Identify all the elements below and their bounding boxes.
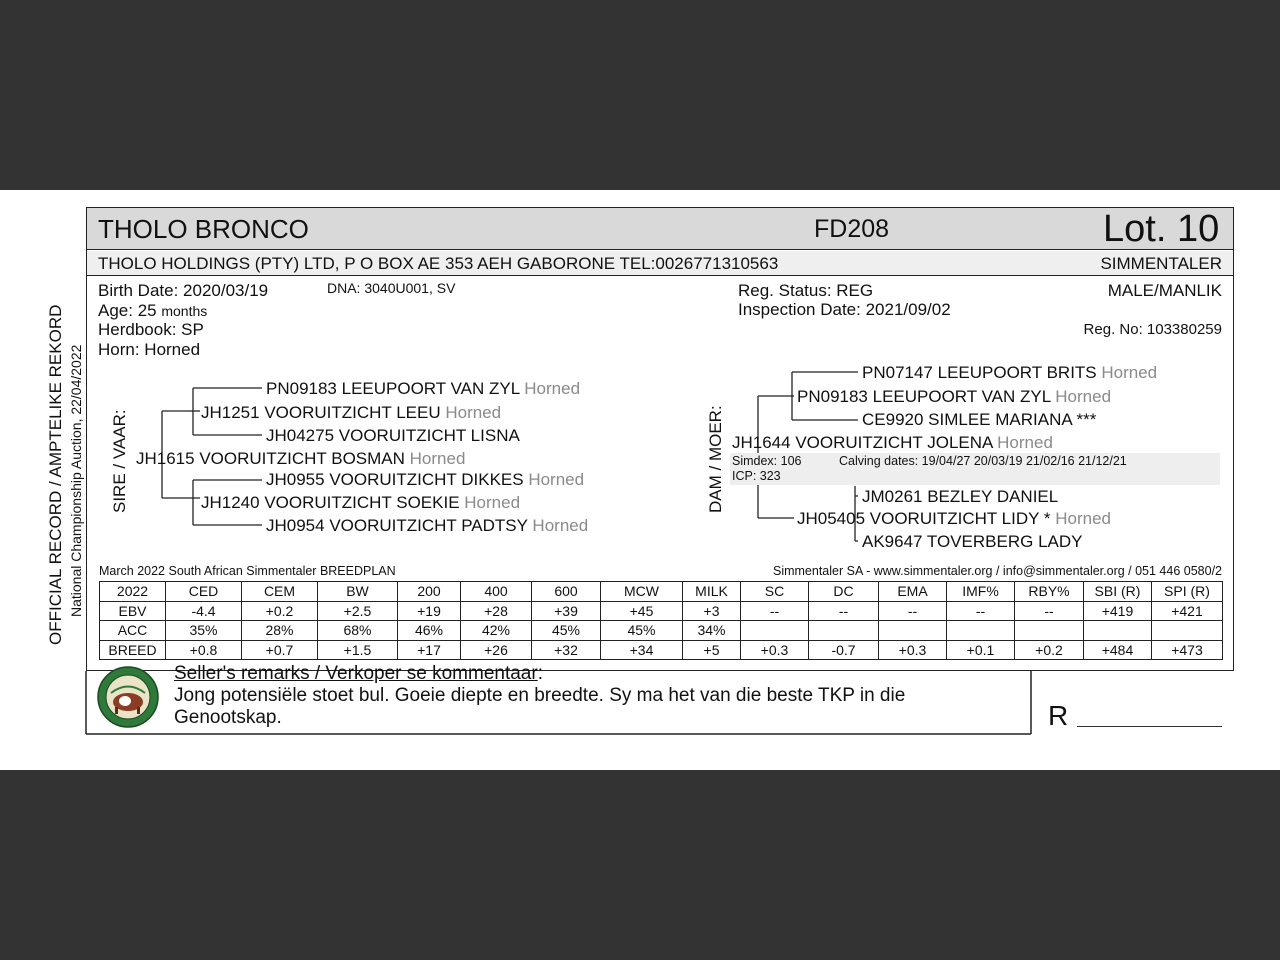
animal-code: FD208	[814, 215, 890, 243]
table-cell: +26	[461, 640, 532, 660]
sire-dam-sire: JH0955 VOORUITZICHT DIKKES Horned	[266, 470, 585, 489]
owner-details: THOLO HOLDINGS (PTY) LTD, P O BOX AE 353 AEH GABORONE TEL:0026771310563	[98, 254, 779, 273]
table-cell: 45%	[601, 621, 683, 641]
sire-main: JH1615 VOORUITZICHT BOSMAN Horned	[136, 449, 466, 468]
table-cell: EMA	[879, 582, 947, 602]
table-cell: -0.7	[809, 640, 879, 660]
table-cell: +19	[398, 601, 461, 621]
horn-status: Horn: Horned	[98, 340, 201, 359]
table-cell: +0.7	[242, 640, 318, 660]
breedplan-source: March 2022 South African Simmentaler BREEDPLAN	[99, 564, 396, 578]
table-cell: --	[809, 601, 879, 621]
birth-date: Birth Date: 2020/03/19	[98, 281, 269, 300]
animal-name: THOLO BRONCO	[98, 214, 309, 244]
table-cell: SC	[741, 582, 809, 602]
table-cell: +45	[601, 601, 683, 621]
table-cell: 2022	[100, 582, 166, 602]
remarks-text: Jong potensiële stoet bul. Goeie diepte en breedte. Sy ma het van die beste TKP in die Genootskap.	[174, 685, 906, 728]
table-cell: +0.1	[947, 640, 1015, 660]
table-cell: +17	[398, 640, 461, 660]
dna: DNA: 3040U001, SV	[327, 280, 456, 296]
dam-dam: JH05405 VOORUITZICHT LIDY * Horned	[797, 509, 1112, 528]
table-cell: BW	[318, 582, 398, 602]
table-cell: +32	[532, 640, 601, 660]
sire-dam-dam: JH0954 VOORUITZICHT PADTSY Horned	[266, 516, 589, 535]
table-cell: EBV	[100, 601, 166, 621]
table-cell: --	[1015, 601, 1084, 621]
table-cell: --	[947, 601, 1015, 621]
table-cell	[879, 621, 947, 641]
table-cell	[741, 621, 809, 641]
signature-line[interactable]	[1077, 726, 1222, 727]
table-cell: +34	[601, 640, 683, 660]
dam-main: JH1644 VOORUITZICHT JOLENA Horned	[732, 433, 1053, 452]
herdbook: Herdbook: SP	[98, 320, 204, 339]
table-cell: MILK	[683, 582, 741, 602]
breed-label: SIMMENTALER	[1100, 254, 1222, 273]
table-cell: +2.5	[318, 601, 398, 621]
table-cell: IMF%	[947, 582, 1015, 602]
table-cell: 68%	[318, 621, 398, 641]
dam-icp: ICP: 323	[732, 469, 781, 483]
table-cell	[1015, 621, 1084, 641]
sire-label: SIRE / VAAR:	[110, 409, 129, 513]
breedplan-table	[99, 581, 1223, 660]
official-record-label: OFFICIAL RECORD / AMPTELIKE REKORD	[46, 304, 65, 645]
sire-dam: JH1240 VOORUITZICHT SOEKIE Horned	[201, 493, 521, 512]
remarks-title: Seller's remarks / Verkoper se kommentaar:	[174, 663, 543, 684]
table-cell: 42%	[461, 621, 532, 641]
table-cell: 600	[532, 582, 601, 602]
dam-simdex: Simdex: 106	[732, 454, 802, 468]
table-cell: SPI (R)	[1152, 582, 1223, 602]
sire-sire: JH1251 VOORUITZICHT LEEU Horned	[201, 403, 502, 422]
age-unit: months	[161, 303, 208, 319]
table-cell: +0.2	[1015, 640, 1084, 660]
dam-sire-sire: PN07147 LEEUPOORT BRITS Horned	[862, 363, 1158, 382]
age-value: Age: 25	[98, 301, 157, 320]
table-cell: +5	[683, 640, 741, 660]
table-cell	[947, 621, 1015, 641]
table-cell: +3	[683, 601, 741, 621]
signature-label: R	[1048, 700, 1069, 731]
auction-label: National Championship Auction, 22/04/2022	[68, 344, 84, 617]
table-cell: RBY%	[1015, 582, 1084, 602]
table-row	[100, 640, 1223, 660]
table-cell: 35%	[166, 621, 242, 641]
table-cell: +0.3	[879, 640, 947, 660]
table-cell: +0.8	[166, 640, 242, 660]
table-cell: +39	[532, 601, 601, 621]
sire-sire-dam: JH04275 VOORUITZICHT LISNA	[266, 426, 520, 445]
table-cell: CEM	[242, 582, 318, 602]
table-cell	[1152, 621, 1223, 641]
table-cell: --	[879, 601, 947, 621]
table-cell: 28%	[242, 621, 318, 641]
table-cell	[809, 621, 879, 641]
dam-dam-dam: AK9647 TOVERBERG LADY	[862, 532, 1083, 551]
table-cell: -4.4	[166, 601, 242, 621]
table-cell: 200	[398, 582, 461, 602]
table-cell: BREED	[100, 640, 166, 660]
table-cell: 46%	[398, 621, 461, 641]
table-cell: ACC	[100, 621, 166, 641]
table-cell: CED	[166, 582, 242, 602]
table-cell: +0.3	[741, 640, 809, 660]
sire-sire-sire: PN09183 LEEUPOORT VAN ZYL Horned	[266, 379, 581, 398]
table-cell: +473	[1152, 640, 1223, 660]
table-cell: +421	[1152, 601, 1223, 621]
sex: MALE/MANLIK	[1107, 281, 1222, 300]
table-row	[100, 601, 1223, 621]
reg-status: Reg. Status: REG	[738, 281, 874, 300]
table-cell: +0.2	[242, 601, 318, 621]
dam-sire: PN09183 LEEUPOORT VAN ZYL Horned	[797, 387, 1112, 406]
table-cell	[1084, 621, 1152, 641]
table-cell: SBI (R)	[1084, 582, 1152, 602]
table-cell: 400	[461, 582, 532, 602]
table-cell: DC	[809, 582, 879, 602]
dam-dam-sire: JM0261 BEZLEY DANIEL	[862, 487, 1059, 506]
reg-number: Reg. No: 103380259	[1083, 321, 1222, 338]
simmentaler-logo	[97, 666, 159, 728]
table-cell: --	[741, 601, 809, 621]
dam-calving-dates: Calving dates: 19/04/27 20/03/19 21/02/16 21/12/21	[839, 454, 1127, 468]
table-cell: MCW	[601, 582, 683, 602]
breedplan-contact: Simmentaler SA - www.simmentaler.org / info@simmentaler.org / 051 446 0580/2	[772, 564, 1222, 578]
table-cell: +1.5	[318, 640, 398, 660]
lot-number: Lot. 10	[1103, 208, 1220, 250]
dam-sire-dam: CE9920 SIMLEE MARIANA ***	[862, 410, 1097, 429]
table-cell: 45%	[532, 621, 601, 641]
inspection-date: Inspection Date: 2021/09/02	[738, 300, 951, 319]
dam-label: DAM / MOER:	[706, 405, 725, 513]
table-cell: +28	[461, 601, 532, 621]
age	[98, 301, 207, 321]
table-row	[100, 582, 1223, 602]
table-cell: +419	[1084, 601, 1152, 621]
table-cell: +484	[1084, 640, 1152, 660]
table-row	[100, 621, 1223, 641]
table-cell: 34%	[683, 621, 741, 641]
